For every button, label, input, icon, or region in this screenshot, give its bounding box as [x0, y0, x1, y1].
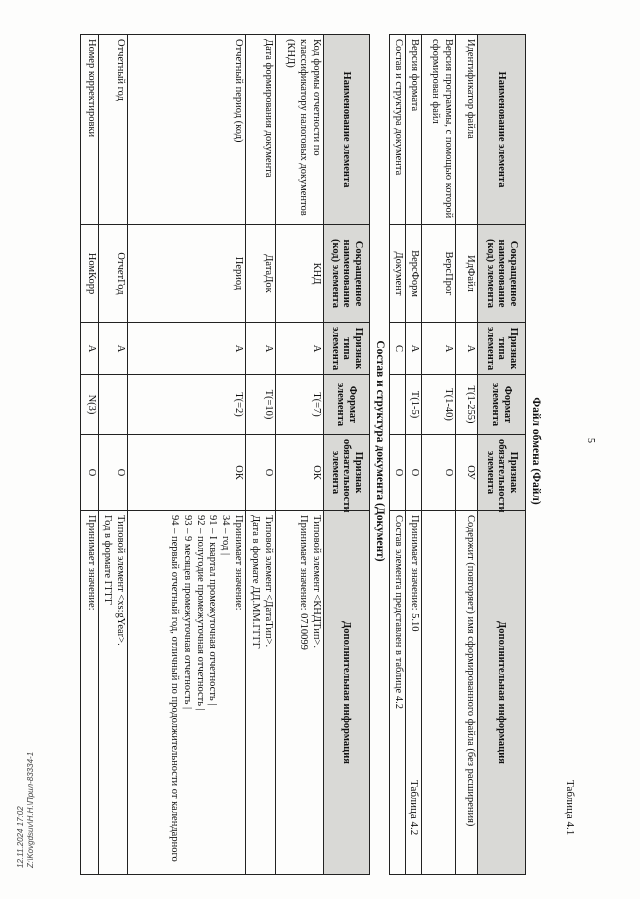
table2-header-element-info: Дополнительная информация [324, 511, 370, 875]
table2-header-element-type: Признак типа элемента [324, 323, 370, 375]
table2-title: Состав и структура документа (Документ) [374, 340, 386, 562]
cell-element-name: Состав и структура документа [390, 35, 406, 225]
cell-element-name: Номер корректировки [81, 35, 99, 225]
table-row [390, 35, 406, 875]
info-line: Принимает значение: [86, 515, 98, 611]
cell-element-required: ОУ [456, 435, 478, 511]
cell-element-info [99, 511, 128, 875]
cell-element-type: С [390, 323, 406, 375]
table-row [406, 35, 422, 875]
cell-element-code: ОтчетГод [99, 225, 128, 323]
cell-element-code: ВерсПрог [422, 225, 456, 323]
table-row [128, 35, 246, 875]
cell-element-format: T(1-255) [456, 375, 478, 435]
cell-element-info [128, 511, 246, 875]
table2 [80, 34, 370, 875]
cell-element-format: T(=2) [128, 375, 246, 435]
info-line: 94 – первый отчетный год, отличный по продолжительности от календарного [169, 515, 181, 862]
cell-element-code: КНД [276, 225, 324, 323]
table1-header-element-code: Сокращенное наименование (код) элемента [478, 225, 526, 323]
info-line: Типовой элемент <КНДТип>. [311, 515, 322, 648]
stamp-date: 12.11.2024 17:02 [16, 806, 25, 868]
table2-header-element-format: Формат элемента [324, 375, 370, 435]
info-line: 92 – полугодие промежуточная отчетность | [194, 515, 206, 711]
cell-element-type: А [276, 323, 324, 375]
cell-element-code: НомКорр [81, 225, 99, 323]
table1-title: Файл обмена (Файл) [530, 397, 542, 505]
cell-element-type: А [456, 323, 478, 375]
cell-element-format [390, 375, 406, 435]
cell-element-required: О [246, 435, 276, 511]
cell-element-required: О [390, 435, 406, 511]
cell-element-name: Отчетный период (код) [128, 35, 246, 225]
cell-element-code: Документ [390, 225, 406, 323]
cell-element-format [99, 375, 128, 435]
stamp-path: Z:\Kovgdsuv\Н.Н.\Прил-83334-1 [25, 751, 35, 868]
page-number: 5 [585, 438, 596, 443]
info-line: 34 – год | [220, 515, 232, 556]
info-line: Принимает значение: 0710099 [298, 515, 310, 650]
table1 [389, 34, 526, 875]
cell-element-type: А [406, 323, 422, 375]
cell-element-format: T(=10) [246, 375, 276, 435]
cell-element-format: N(3) [81, 375, 99, 435]
cell-element-name: Версия формата [406, 35, 422, 225]
table-row [99, 35, 128, 875]
cell-element-code: ВерсФорм [406, 225, 422, 323]
table2-header-element-required: Признак обязательности элемента [324, 435, 370, 511]
file-stamp [16, 748, 35, 868]
table1-header-element-name: Наименование элемента [478, 35, 526, 225]
cell-element-type: А [99, 323, 128, 375]
info-line: Типовой элемент <xs:gYear>. [115, 515, 126, 646]
cell-element-required: О [99, 435, 128, 511]
cell-element-type: А [81, 323, 99, 375]
table2-header-element-code: Сокращенное наименование (код) элемента [324, 225, 370, 323]
table-row [422, 35, 456, 875]
info-line: Дата в формате ДД.ММ.ГГГГ [250, 515, 262, 649]
table-row [81, 35, 99, 875]
table1-header-element-type: Признак типа элемента [478, 323, 526, 375]
table2-header-element-name: Наименование элемента [324, 35, 370, 225]
rotated-sheet [30, 18, 620, 884]
table-row [456, 35, 478, 875]
cell-element-required: ОК [276, 435, 324, 511]
cell-element-type: А [246, 323, 276, 375]
cell-element-info: Состав элемента представлен в таблице 4.2 [390, 511, 406, 875]
cell-element-name: Версия программы, с помощью которой сформирован файл [422, 35, 456, 225]
cell-element-info: Принимает значение: 5.10 [406, 511, 422, 875]
cell-element-code: ИдФайл [456, 225, 478, 323]
cell-element-type: А [128, 323, 246, 375]
table2-header-row [324, 35, 370, 875]
info-line: Типовой элемент <ДатаТип>. [263, 515, 274, 648]
cell-element-format: T(=7) [276, 375, 324, 435]
info-line: 93 – 9 месяцев промежуточная отчетность | [181, 515, 193, 710]
cell-element-required: О [406, 435, 422, 511]
cell-element-info: Содержит (повторяет) имя сформированного файла (без расширения) [456, 511, 478, 875]
table1-label: Таблица 4.1 [564, 780, 576, 836]
cell-element-name: Код формы отчетности по классификатору налоговых документов (КНД) [276, 35, 324, 225]
cell-element-name: Отчетный год [99, 35, 128, 225]
info-line: 91 – I квартал промежуточная отчетность | [207, 515, 219, 706]
info-line: Принимает значение: [233, 515, 244, 611]
cell-element-info [422, 511, 456, 875]
cell-element-info [276, 511, 324, 875]
table1-header-element-format: Формат элемента [478, 375, 526, 435]
table-row [276, 35, 324, 875]
table1-header-row [478, 35, 526, 875]
cell-element-name: Идентификатор файла [456, 35, 478, 225]
cell-element-type: А [422, 323, 456, 375]
table-row [246, 35, 276, 875]
cell-element-info [246, 511, 276, 875]
cell-element-required: О [422, 435, 456, 511]
cell-element-code: ДатаДок [246, 225, 276, 323]
cell-element-name: Дата формирования документа [246, 35, 276, 225]
table1-header-element-info: Дополнительная информация [478, 511, 526, 875]
cell-element-required: ОК [128, 435, 246, 511]
cell-element-required: О [81, 435, 99, 511]
info-line: Год в формате ГГГГ [102, 515, 114, 605]
cell-element-format: T(1-5) [406, 375, 422, 435]
table2-label: Таблица 4.2 [408, 780, 420, 836]
cell-element-info [81, 511, 99, 875]
cell-element-format: T(1-40) [422, 375, 456, 435]
cell-element-code: Период [128, 225, 246, 323]
table1-header-element-required: Признак обязательности элемента [478, 435, 526, 511]
